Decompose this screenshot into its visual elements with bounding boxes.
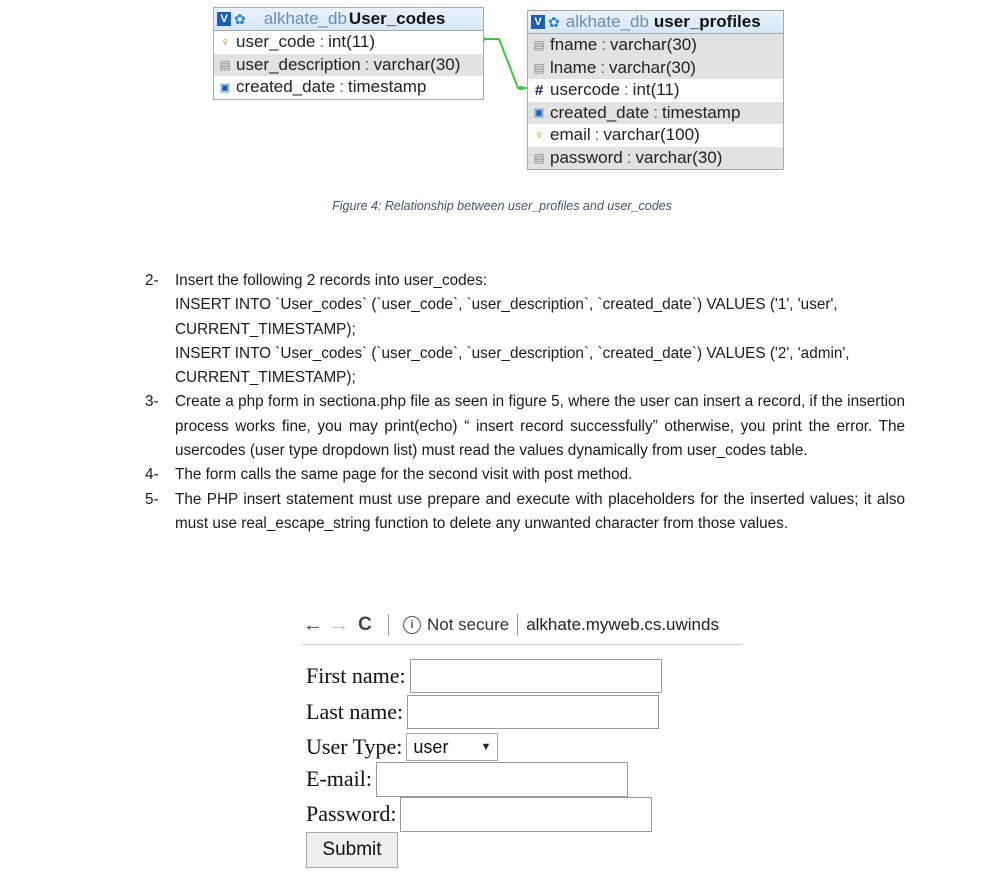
first-name-label: First name:	[306, 663, 406, 688]
text-field-icon: ▤	[533, 38, 545, 53]
table-db-name: alkhate_db	[263, 9, 347, 28]
divider	[517, 614, 518, 636]
password-input[interactable]	[400, 797, 652, 832]
key-icon: ♀	[534, 128, 544, 143]
toggle-icon[interactable]: V	[217, 12, 231, 26]
url-text[interactable]: alkhate.myweb.cs.uwinds	[526, 615, 719, 634]
list-item	[145, 269, 905, 390]
password-row	[306, 797, 652, 831]
field-type: varchar(30)	[373, 54, 461, 74]
last-name-row	[306, 695, 659, 729]
step-number: 5-	[145, 490, 159, 508]
security-text: Not secure	[427, 615, 510, 634]
field-type: varchar(30)	[635, 147, 723, 167]
user-type-row	[306, 730, 498, 764]
field-name: usercode	[550, 80, 620, 100]
gear-icon[interactable]: ✿	[234, 11, 246, 27]
field-type: int(11)	[328, 32, 376, 52]
field-type: timestamp	[661, 102, 741, 122]
step-text: The form calls the same page for the second visit with post method.	[175, 466, 633, 484]
text-field-icon: ▤	[533, 150, 545, 165]
password-label: Password:	[306, 801, 397, 826]
timestamp-icon: ▣	[219, 81, 231, 94]
list-item	[145, 488, 905, 537]
user-type-value: user	[413, 736, 449, 757]
field-type: varchar(100)	[603, 125, 700, 145]
forward-arrow-icon[interactable]: →	[329, 613, 349, 636]
user-codes-table-header[interactable]	[214, 8, 483, 31]
first-name-input[interactable]	[410, 659, 662, 693]
address-bar[interactable]	[302, 606, 742, 645]
table-field-row[interactable]: ▣ created_date : timestamp	[219, 77, 427, 97]
table-field-row[interactable]: ▣ created_date : timestamp	[528, 102, 783, 125]
key-icon: ♀	[220, 35, 230, 50]
field-name: user_code	[236, 32, 316, 52]
email-label: E-mail:	[306, 766, 372, 791]
list-item	[145, 463, 905, 487]
field-name: user_description	[236, 54, 361, 74]
instruction-list	[145, 269, 905, 536]
field-type: timestamp	[347, 77, 427, 97]
table-field-row[interactable]: ▤ lname : varchar(30)	[528, 57, 783, 80]
table-field-row[interactable]: ▤ fname : varchar(30)	[528, 34, 783, 57]
sql-statement: INSERT INTO `User_codes` (`user_code`, `user_description`, `created_date`) VALUES ('1', 'user', CURRENT_TIMESTAMP);	[175, 296, 838, 338]
field-name: created_date	[236, 77, 336, 97]
hash-icon: #	[534, 81, 544, 99]
user-profiles-table-header[interactable]	[528, 11, 783, 34]
step-text: Insert the following 2 records into user_codes:	[175, 272, 488, 289]
table-field-row[interactable]: # usercode : int(11)	[528, 79, 783, 102]
field-type: varchar(30)	[609, 57, 696, 77]
text-field-icon: ▤	[533, 60, 545, 75]
step-number: 4-	[145, 466, 159, 484]
step-number: 3-	[145, 393, 159, 411]
field-type: int(11)	[632, 80, 680, 100]
dropdown-arrow-icon: ▼	[480, 741, 492, 753]
user-type-label: User Type:	[306, 734, 403, 759]
submit-button[interactable]: Submit	[306, 832, 398, 868]
step-text: Create a php form in sectiona.php file as seen in figure 5, where the user can insert a record, if the insertion process works fine, you may print(echo) “ insert record successfully” otherwise, you print the error. The usercodes (user type dropdown list) must read the values dynamically from user_codes table.	[175, 393, 905, 460]
toggle-icon[interactable]: V	[531, 15, 545, 29]
field-name: lname	[550, 57, 597, 77]
info-icon: i	[403, 616, 421, 634]
list-item	[145, 390, 905, 463]
table-db-name: alkhate_db	[565, 12, 649, 31]
security-indicator[interactable]	[403, 615, 509, 635]
table-field-row[interactable]: ▤ password : varchar(30)	[528, 147, 783, 170]
timestamp-icon: ▣	[533, 107, 545, 120]
back-arrow-icon[interactable]: ←	[303, 613, 323, 636]
table-name: User_codes	[348, 9, 446, 28]
sql-statement: INSERT INTO `User_codes` (`user_code`, `user_description`, `created_date`) VALUES ('2', 'admin', CURRENT_TIMESTAMP);	[175, 344, 850, 387]
first-name-row	[306, 659, 662, 693]
step-number: 2-	[145, 272, 159, 289]
gear-icon[interactable]: ✿	[548, 14, 560, 30]
table-field-row[interactable]: ▤ user_description : varchar(30)	[214, 54, 483, 77]
last-name-input[interactable]	[407, 695, 659, 729]
email-row	[306, 762, 628, 796]
field-type: varchar(30)	[609, 35, 697, 55]
step-text: The PHP insert statement must use prepare and execute with placeholders for the inserted values; it also must use real_escape_string function to delete any unwanted character from those values.	[175, 490, 905, 532]
email-input[interactable]	[376, 762, 628, 797]
field-name: created_date	[550, 102, 650, 122]
last-name-label: Last name:	[306, 699, 404, 724]
field-name: email	[550, 125, 591, 145]
table-name: user_profiles	[653, 12, 761, 31]
divider	[388, 614, 389, 636]
browser-screenshot	[302, 606, 742, 645]
field-name: password	[550, 147, 623, 167]
figure-caption: Figure 4: Relationship between user_profiles and user_codes	[332, 199, 672, 213]
table-field-row[interactable]: ♀ email : varchar(100)	[528, 124, 783, 147]
user-codes-table[interactable]	[213, 7, 484, 100]
reload-icon[interactable]: C	[358, 614, 372, 635]
user-profiles-table[interactable]	[527, 10, 784, 170]
user-type-select[interactable]	[406, 733, 498, 761]
table-field-row[interactable]: ♀ user_code : int(11)	[214, 31, 483, 54]
text-field-icon: ▤	[219, 57, 231, 72]
field-name: fname	[550, 35, 598, 55]
